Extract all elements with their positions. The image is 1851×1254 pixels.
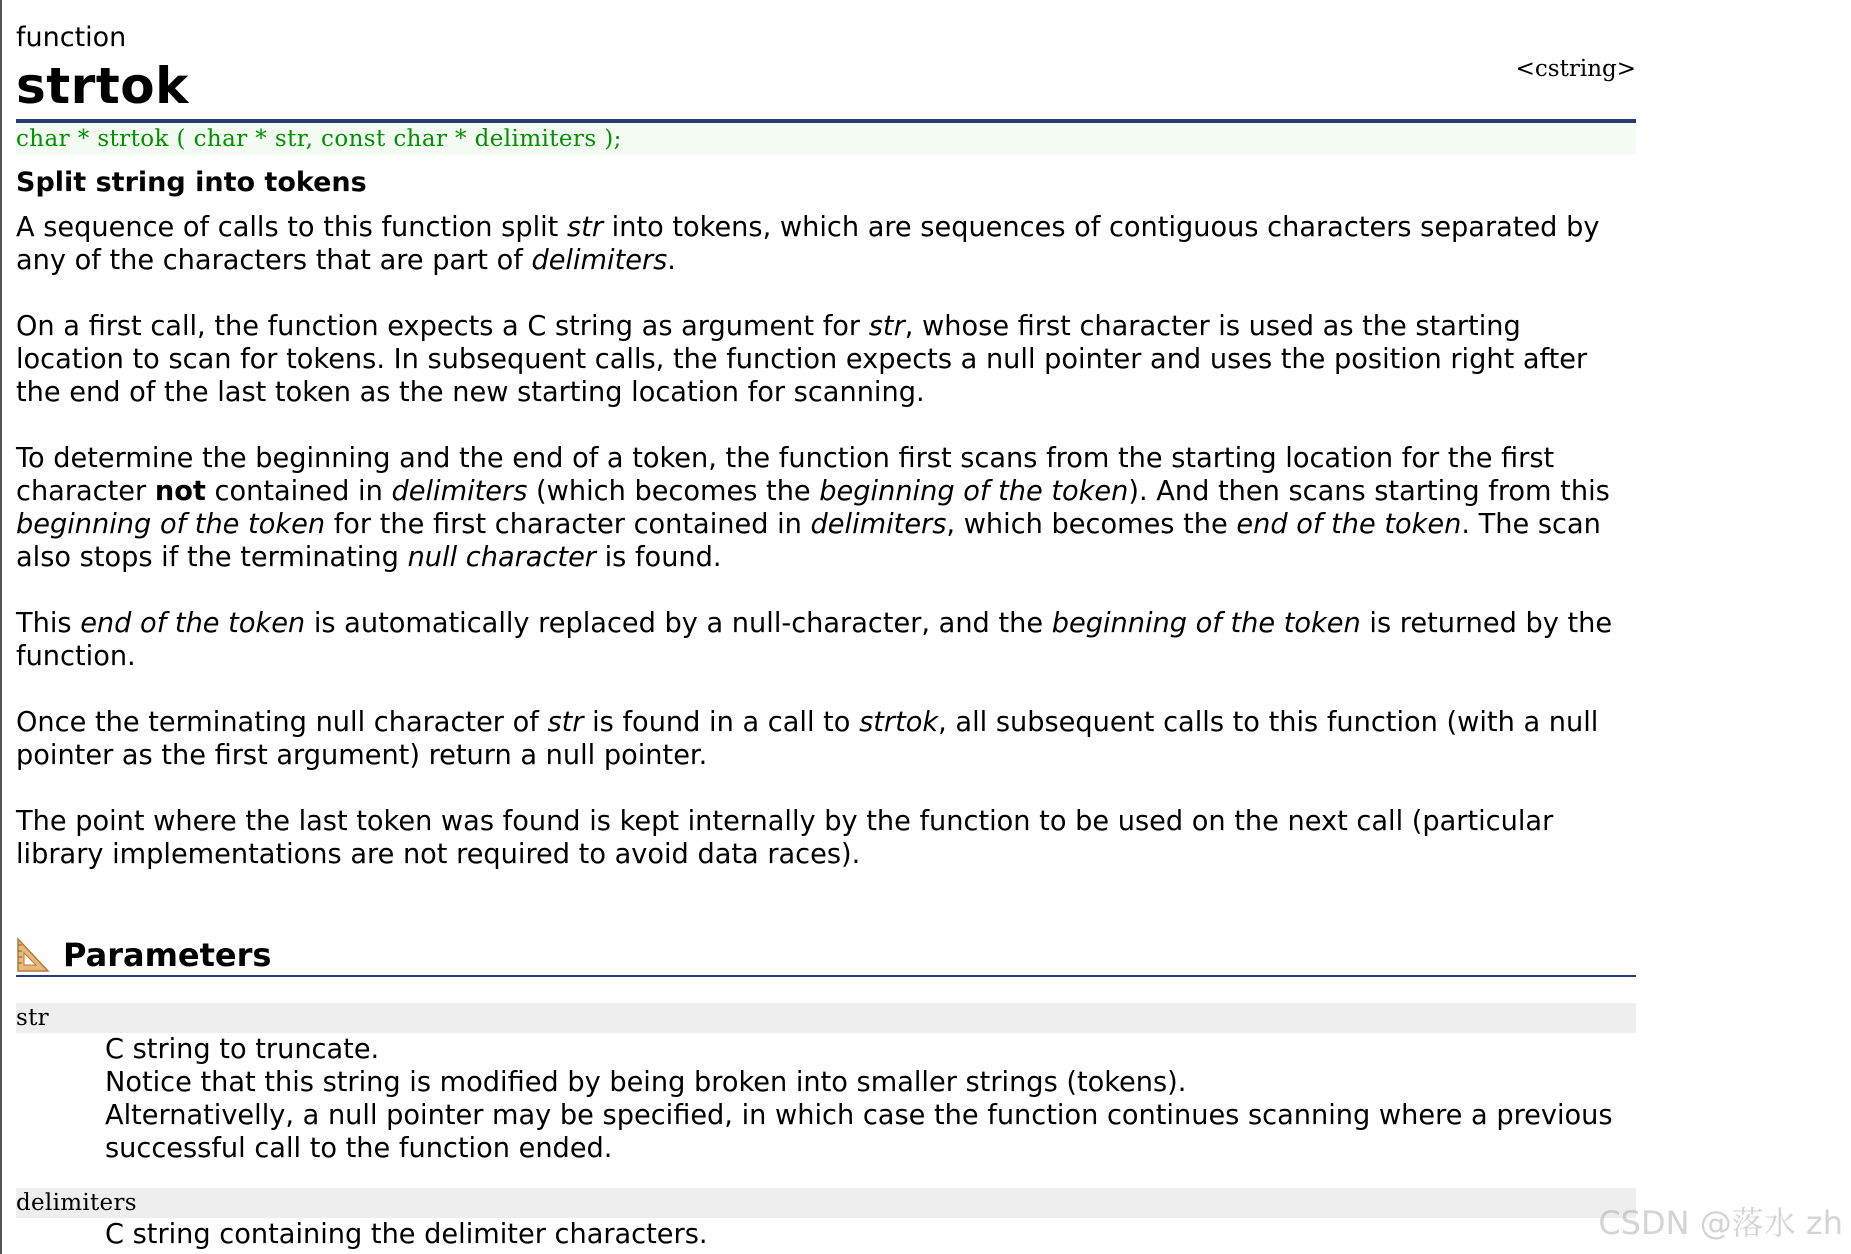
description-paragraph [16,805,1636,871]
parameter-name: str [16,1003,1636,1033]
italic-term: end of the token [80,608,306,639]
text-run: , all subsequent calls to this function (with a null pointer as the first argument) return a null pointer. [16,707,1599,771]
text-run: A sequence of calls to this function split [16,212,567,243]
parameter-str [16,1003,1636,1165]
header-link[interactable]: <cstring> [1515,56,1636,82]
parameter-description [105,1218,1636,1251]
set-square-icon [16,937,50,973]
italic-term: str [547,707,584,738]
italic-term: null character [407,542,596,573]
parameter-description-line: Alternativelly, a null pointer may be specified, in which case the function continues scanning where a previous successful call to the function ended. [105,1100,1613,1164]
text-run: . The scan also stops if the terminating [16,509,1601,573]
description-paragraph [16,310,1636,409]
text-run: contained in [205,476,392,507]
function-name-title: strtok [16,57,189,115]
parameter-delimiters [16,1188,1636,1251]
parameters-title: Parameters [63,936,272,974]
parameter-description-line: C string containing the delimiter characters. [105,1219,708,1250]
italic-term: str [868,311,905,342]
italic-term: beginning of the token [16,509,326,540]
italic-term: end of the token [1236,509,1462,540]
italic-term: beginning of the token [1051,608,1361,639]
parameter-description-line: C string to truncate. [105,1034,380,1065]
text-run: . [667,245,676,276]
watermark: CSDN @落水 zh [1598,1204,1843,1242]
text-run: On a first call, the function expects a C string as argument for [16,311,869,342]
text-run: is found in a call to [583,707,860,738]
italic-term: strtok [859,707,939,738]
page-left-border [0,0,2,1254]
text-run: (which becomes the [527,476,820,507]
text-run: , whose first character is used as the starting location to scan for tokens. In subsequent calls, the function expects a null pointer and uses the position right after the end of the last token as the new starting location for scanning. [16,311,1588,408]
text-run: is found. [595,542,722,573]
function-summary: Split string into tokens [16,167,367,198]
text-run: The point where the last token was found is kept internally by the function to be used on the next call (particular library implementations are not required to avoid data races). [16,806,1554,870]
italic-term: beginning of the token [819,476,1129,507]
description-paragraph [16,706,1636,772]
description-paragraph [16,607,1636,673]
parameters-divider [16,975,1636,977]
parameter-name: delimiters [16,1188,1636,1218]
text-run: This [16,608,81,639]
parameter-description-line: Notice that this string is modified by being broken into smaller strings (tokens). [105,1067,1187,1098]
function-prototype: char * strtok ( char * str, const char * delimiters ); [16,123,1636,155]
text-run: Once the terminating null character of [16,707,548,738]
text-run: , which becomes the [946,509,1237,540]
text-run: is automatically replaced by a null-character, and the [305,608,1052,639]
text-run: into tokens, which are sequences of contiguous characters separated by any of the characters that are part of [16,212,1600,276]
entry-kind: function [16,22,127,53]
description [16,211,1636,904]
text-run: is returned by the function. [16,608,1613,672]
italic-term: delimiters [391,476,528,507]
description-paragraph [16,442,1636,574]
italic-term: str [567,212,604,243]
parameter-description [105,1033,1636,1165]
italic-term: delimiters [531,245,668,276]
bold-term: not [154,476,206,507]
text-run: for the first character contained in [325,509,811,540]
text-run: To determine the beginning and the end of a token, the function first scans from the starting location for the first character [16,443,1555,507]
description-paragraph [16,211,1636,277]
text-run: ). And then scans starting from this [1128,476,1610,507]
italic-term: delimiters [810,509,947,540]
